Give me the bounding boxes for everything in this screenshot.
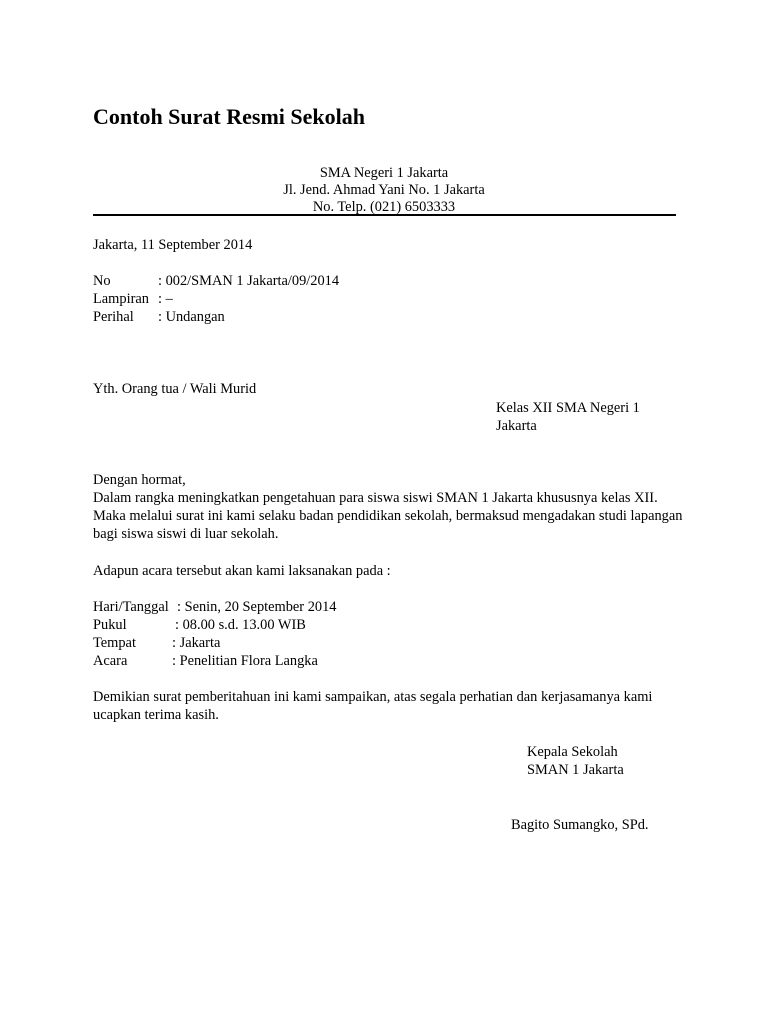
recipient-dest-line2: Jakarta xyxy=(496,418,537,434)
meta-row-lampiran xyxy=(93,290,173,308)
event-value: : Senin, 20 September 2014 xyxy=(177,599,337,615)
recipient-to: Yth. Orang tua / Wali Murid xyxy=(93,381,257,397)
header-school: SMA Negeri 1 Jakarta xyxy=(319,165,449,181)
signature-name: Bagito Sumangko, SPd. xyxy=(511,817,649,833)
event-label: Acara xyxy=(93,653,128,669)
header-phone: No. Telp. (021) 6503333 xyxy=(312,199,456,215)
header-address: Jl. Jend. Ahmad Yani No. 1 Jakarta xyxy=(283,182,485,198)
recipient-dest-line1: Kelas XII SMA Negeri 1 xyxy=(496,400,640,416)
date-line: Jakarta, 11 September 2014 xyxy=(93,237,253,253)
event-value: : Penelitian Flora Langka xyxy=(172,653,318,669)
event-row-place xyxy=(93,634,220,652)
signature-school: SMAN 1 Jakarta xyxy=(527,762,624,778)
page-title: Contoh Surat Resmi Sekolah xyxy=(93,104,365,129)
event-label: Tempat xyxy=(93,635,136,651)
header-divider xyxy=(93,214,676,216)
meta-value: : – xyxy=(158,291,173,307)
meta-label: Perihal xyxy=(93,309,134,325)
paragraph-1: Dalam rangka meningkatkan pengetahuan para siswa siswi SMAN 1 Jakarta khususnya kelas XII. Maka melalui surat ini kami selaku badan pendidikan sekolah, bermaksud mengadakan studi lapangan bagi siswa siswi di luar sekolah. xyxy=(93,490,683,542)
greeting: Dengan hormat, xyxy=(93,472,186,488)
event-value: : Jakarta xyxy=(172,635,221,651)
meta-value: : 002/SMAN 1 Jakarta/09/2014 xyxy=(158,273,340,289)
event-label: Pukul xyxy=(93,617,127,633)
signature-position: Kepala Sekolah xyxy=(527,744,618,760)
meta-row-no xyxy=(93,272,339,290)
event-row-activity xyxy=(93,652,318,670)
closing-paragraph: Demikian surat pemberitahuan ini kami sampaikan, atas segala perhatian dan kerjasamanya kami ucapkan terima kasih. xyxy=(93,689,653,723)
event-value: : 08.00 s.d. 13.00 WIB xyxy=(175,617,306,633)
meta-row-perihal xyxy=(93,308,225,326)
event-row-time xyxy=(93,616,306,634)
meta-label: No xyxy=(93,273,111,289)
meta-label: Lampiran xyxy=(93,291,149,307)
event-label: Hari/Tanggal xyxy=(93,599,169,615)
meta-value: : Undangan xyxy=(158,309,225,325)
event-row-date xyxy=(93,598,336,616)
event-intro: Adapun acara tersebut akan kami laksanakan pada : xyxy=(93,563,391,579)
